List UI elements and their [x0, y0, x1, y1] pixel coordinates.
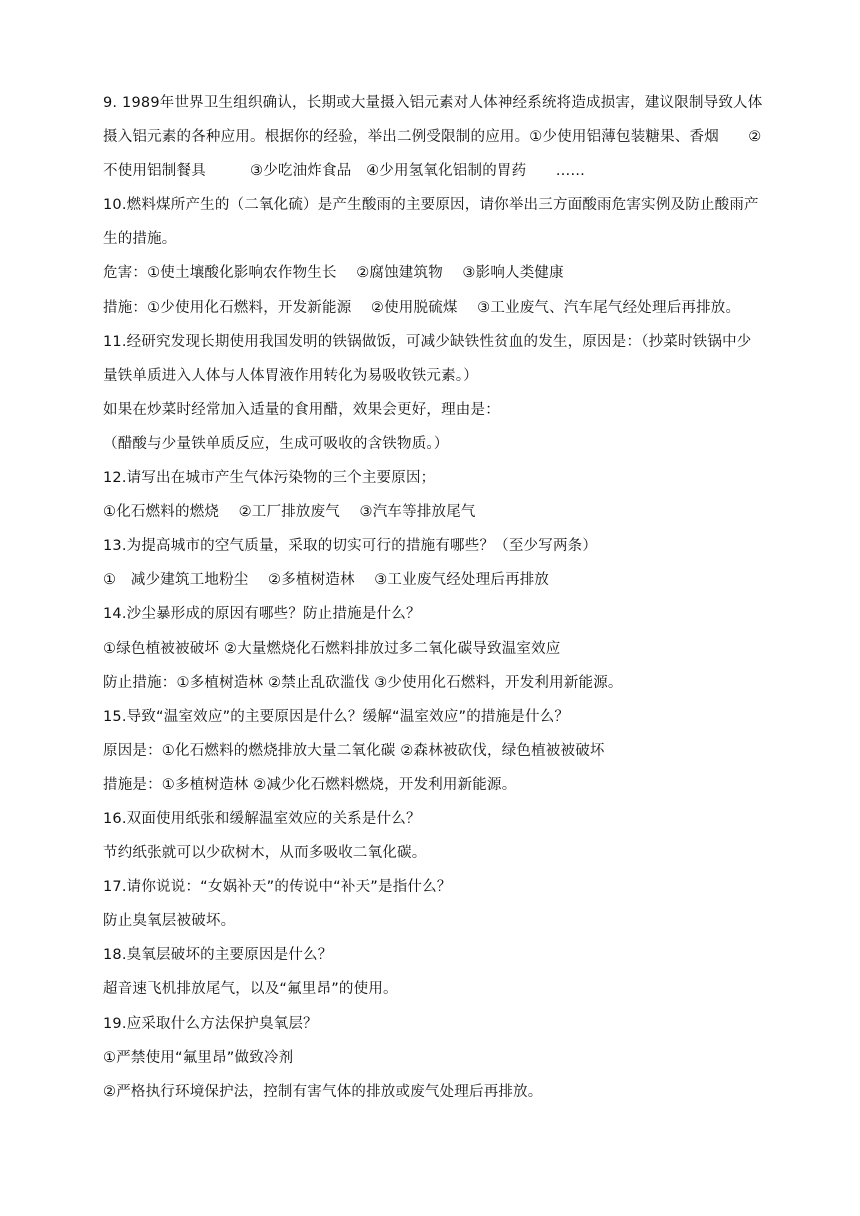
- text-line: 措施：①少使用化石燃料，开发新能源 ②使用脱硫煤 ③工业废气、汽车尾气经处理后再排放。: [103, 299, 741, 316]
- text-line: ②严格执行环境保护法，控制有害气体的排放或废气处理后再排放。: [103, 1083, 543, 1100]
- text-line: 13.为提高城市的空气质量，采取的切实可行的措施有哪些？（至少写两条）: [103, 538, 598, 555]
- text-line: 超音速飞机排放尾气，以及“氟里昂”的使用。: [103, 981, 398, 998]
- text-line: 11.经研究发现长期使用我国发明的铁锅做饭，可减少缺铁性贫血的发生，原因是：（抄菜时铁锅中少: [103, 333, 752, 350]
- text-line: 12.请写出在城市产生气体污染物的三个主要原因；: [103, 470, 436, 487]
- text-line: 16.双面使用纸张和缓解温室效应的关系是什么？: [103, 810, 421, 827]
- text-line: 17.请你说说：“女娲补天”的传说中“补天”是指什么？: [103, 879, 452, 896]
- text-line: 14.沙尘暴形成的原因有哪些？防止措施是什么？: [103, 606, 421, 623]
- text-line: 不使用铝制餐具 ③少吃油炸食品 ④少用氢氧化铝制的胃药 ……: [103, 163, 586, 180]
- text-line: 防止臭氧层被破坏。: [103, 913, 236, 930]
- text-line: ①严禁使用“氟里昂”做致冷剂: [103, 1049, 294, 1066]
- text-line: 生的措施。: [103, 231, 177, 248]
- text-line: 量铁单质进入人体与人体胃液作用转化为易吸收铁元素。）: [103, 367, 478, 384]
- text-line: 10.燃料煤所产生的（二氧化硫）是产生酸雨的主要原因，请你举出三方面酸雨危害实例及防止酸雨产: [103, 197, 759, 214]
- text-line: 措施是：①多植树造林 ②减少化石燃料燃烧，开发利用新能源。: [103, 776, 517, 793]
- text-line: 原因是：①化石燃料的燃烧排放大量二氧化碳 ②森林被砍伐，绿色植被被破坏: [103, 742, 605, 759]
- text-line: 15.导致“温室效应”的主要原因是什么？缓解“温室效应”的措施是什么？: [103, 708, 570, 725]
- text-line: （醋酸与少量铁单质反应，生成可吸收的含铁物质。）: [103, 435, 449, 452]
- text-line: 9. 1989年世界卫生组织确认，长期或大量摄入铝元素对人体神经系统将造成损害，建议限制导致人体: [103, 95, 763, 111]
- text-line: 危害：①使土壤酸化影响农作物生长 ②腐蚀建筑物 ③影响人类健康: [103, 265, 564, 282]
- text-line: 18.臭氧层破坏的主要原因是什么？: [103, 947, 333, 964]
- text-line: 节约纸张就可以少砍树木，从而多吸收二氧化碳。: [103, 845, 427, 862]
- text-line: 如果在炒菜时经常加入适量的食用醋，效果会更好，理由是：: [103, 401, 500, 418]
- text-line: 防止措施：①多植树造林 ②禁止乱砍滥伐 ③少使用化石燃料，开发利用新能源。: [103, 674, 623, 691]
- text-line: ① 减少建筑工地粉尘 ②多植树造林 ③工业废气经处理后再排放: [103, 572, 550, 589]
- text-line: 19.应采取什么方法保护臭氧层？: [103, 1015, 318, 1032]
- text-line: ①化石燃料的燃烧 ②工厂排放废气 ③汽车等排放尾气: [103, 504, 476, 521]
- text-line: 摄入铝元素的各种应用。根据你的经验，举出二例受限制的应用。①少使用铝薄包装糖果、香烟 ②: [103, 129, 762, 146]
- text-line: ①绿色植被被破坏 ②大量燃烧化石燃料排放过多二氧化碳导致温室效应: [103, 640, 561, 657]
- document-page: [103, 86, 793, 1109]
